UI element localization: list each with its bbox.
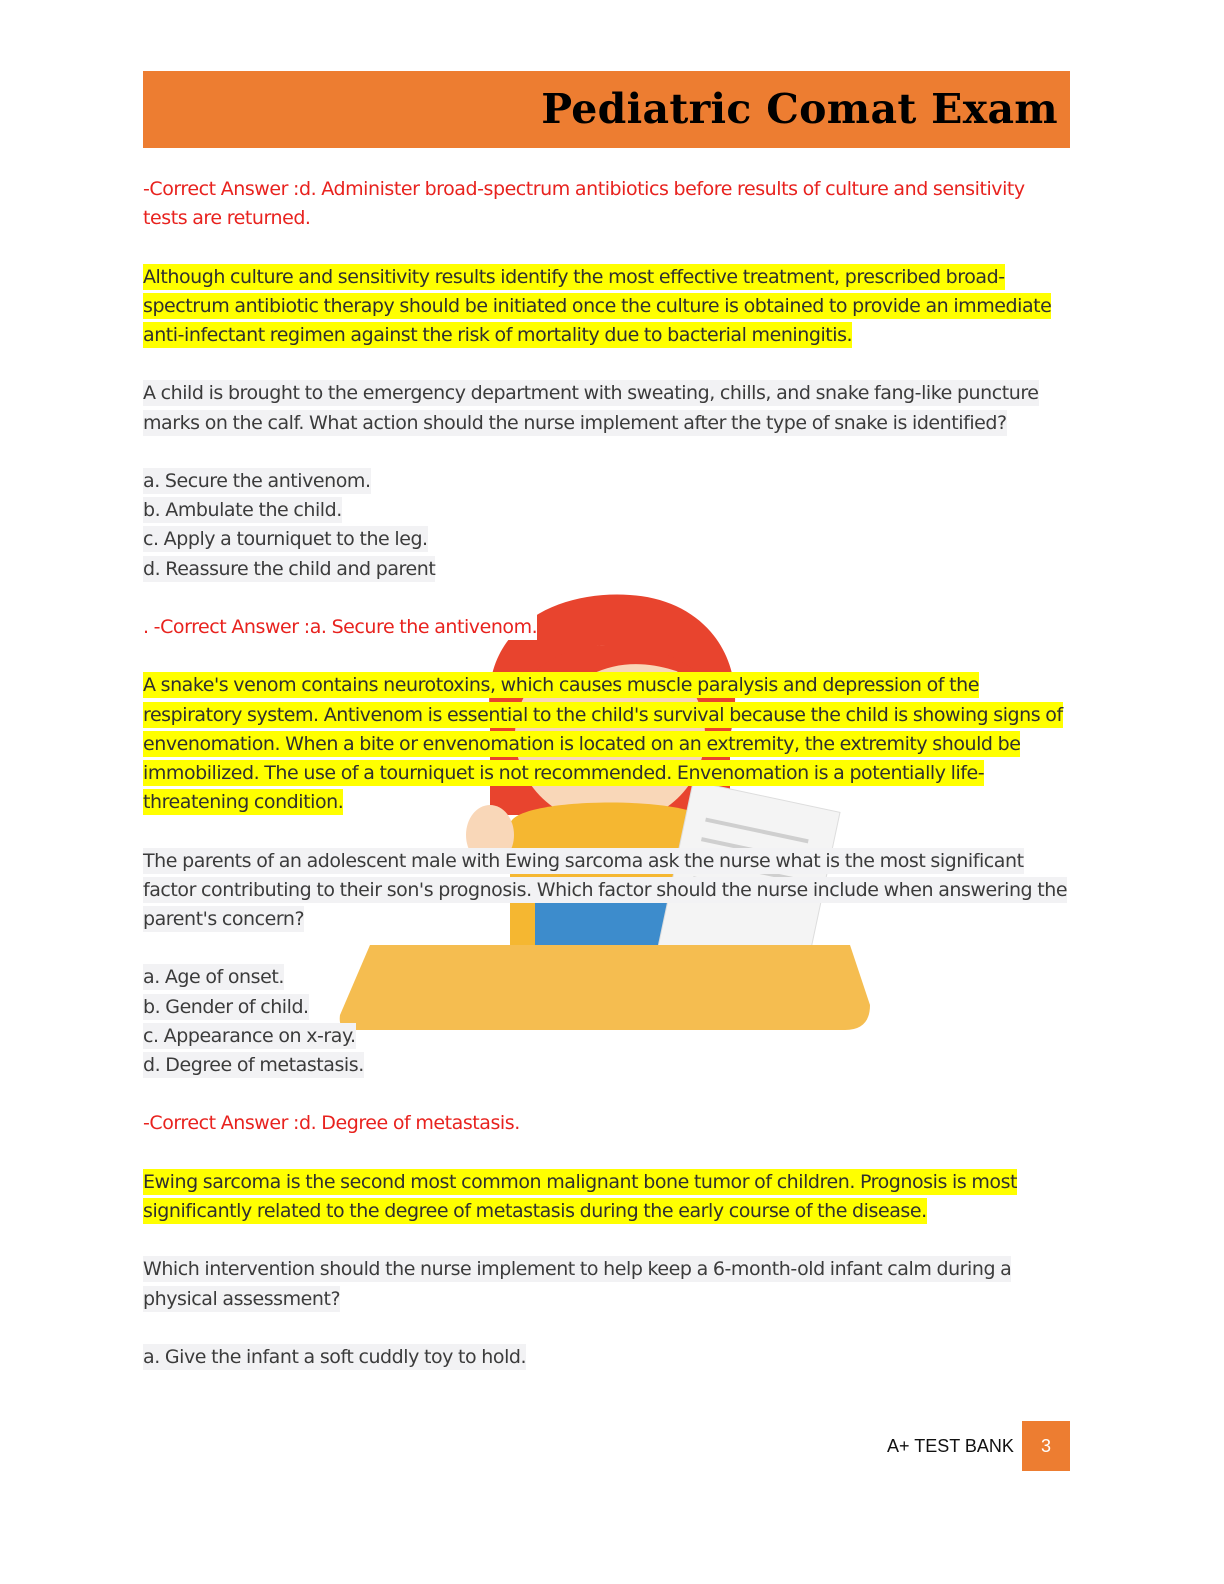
question-text: A child is brought to the emergency department with sweating, chills, and snake fang-like puncture marks on the calf. What action should the nurse implement after the type of snake is identified?: [143, 382, 1039, 434]
option-item: d. Degree of metastasis.: [143, 1053, 364, 1076]
correct-answer: -Correct Answer :d. Degree of metastasis.: [143, 1112, 520, 1135]
footer-label: A+ TEST BANK: [887, 1436, 1014, 1456]
option-item: a. Give the infant a soft cuddly toy to hold.: [143, 1345, 527, 1368]
rationale: Although culture and sensitivity results identify the most effective treatment, prescribed broad-spectrum antibiotic therapy should be initiated once the culture is obtained to provide an immediate anti-infectant regimen against the risk of mortality due to bacterial meningitis.: [143, 265, 1052, 346]
question-text: Which intervention should the nurse implement to help keep a 6-month-old infant calm during a physical assessment?: [143, 1258, 1012, 1310]
rationale: A snake's venom contains neurotoxins, which causes muscle paralysis and depression of the respiratory system. Antivenom is essential to the child's survival because the child is showing signs of envenomation. When a bite or envenomation is located on an extremity, the extremity should be immobilized. The use of a tourniquet is not recommended. Envenomation is a potentially life-threatening condition.: [143, 674, 1063, 814]
answer-options: [143, 467, 1073, 584]
answer-options: [143, 963, 1073, 1080]
page-title: Pediatric Comat Exam: [541, 85, 1058, 133]
option-item: d. Reassure the child and parent: [143, 557, 436, 580]
rationale: Ewing sarcoma is the second most common malignant bone tumor of children. Prognosis is most significantly related to the degree of metastasis during the early course of the disease.: [143, 1170, 1018, 1222]
question-text: The parents of an adolescent male with Ewing sarcoma ask the nurse what is the most significant factor contributing to their son's prognosis. Which factor should the nurse include when answering the parent's concern?: [143, 849, 1068, 930]
option-item: b. Gender of child.: [143, 995, 309, 1018]
page-number: 3: [1022, 1421, 1070, 1471]
option-item: a. Age of onset.: [143, 966, 284, 989]
option-item: a. Secure the antivenom.: [143, 469, 371, 492]
correct-answer: -Correct Answer :d. Administer broad-spectrum antibiotics before results of culture and sensitivity tests are returned.: [143, 178, 1025, 230]
document-body: [143, 175, 1073, 1401]
header-bar: [143, 71, 1070, 148]
option-item: b. Ambulate the child.: [143, 499, 342, 522]
option-item: c. Appearance on x-ray.: [143, 1024, 356, 1047]
option-item: c. Apply a tourniquet to the leg.: [143, 528, 428, 551]
correct-answer: . -Correct Answer :a. Secure the antivenom.: [143, 615, 538, 638]
